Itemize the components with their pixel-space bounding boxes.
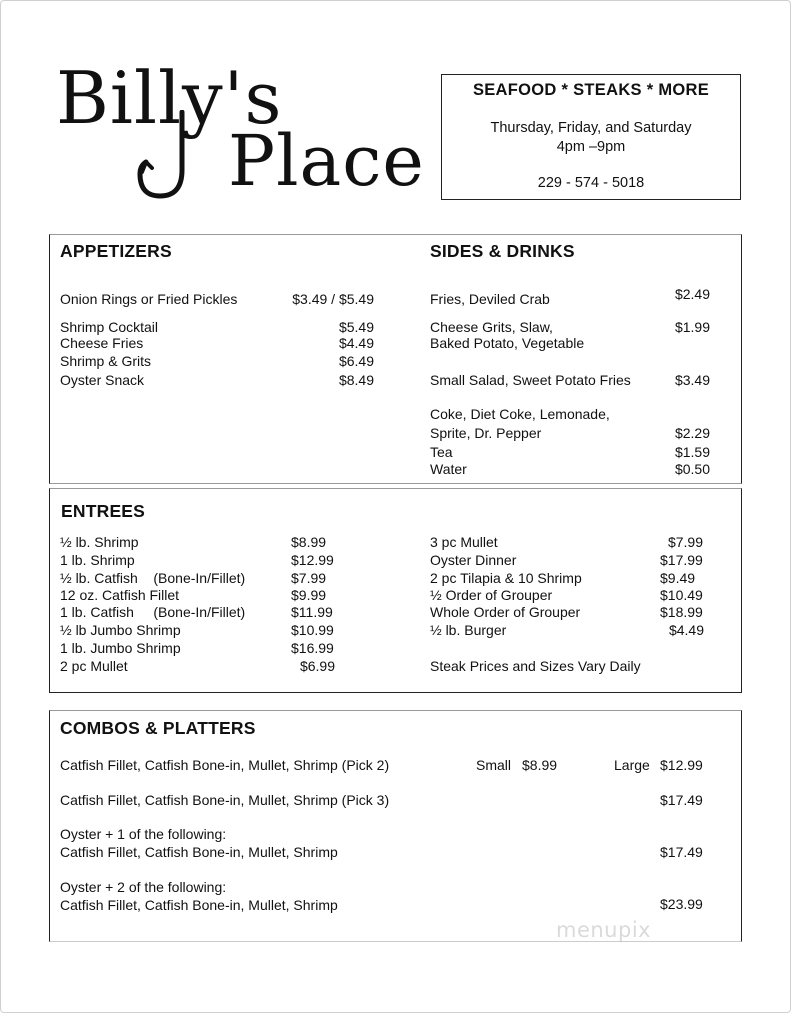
info-box [441,74,741,200]
combo-item: Catfish Fillet, Catfish Bone-in, Mullet, Shrimp (Pick 3) [60,792,390,808]
menu-price: $1.59 [674,444,710,460]
entrees-heading: ENTREES [61,501,146,521]
menu-price: $9.49 [660,570,696,586]
small-label: Small [476,757,512,773]
combo-item: Catfish Fillet, Catfish Bone-in, Mullet, Shrimp (Pick 2) [60,757,390,773]
menu-item: ½ lb Jumbo Shrimp [60,622,181,638]
logo-line-1: Billy's [56,56,283,140]
combo-item-line-2: Catfish Fillet, Catfish Bone-in, Mullet, Shrimp [60,897,338,913]
menu-item: 3 pc Mullet [430,534,498,550]
combos-section [49,710,742,942]
menu-item: Shrimp & Grits [60,353,152,369]
menu-item: 12 oz. Catfish Fillet [60,587,180,603]
appetizers-heading: APPETIZERS [60,241,172,261]
menu-price: $17.49 [660,844,703,860]
menu-item: ½ lb. Shrimp [60,534,139,550]
combos-heading: COMBOS & PLATTERS [60,718,256,738]
menu-price: $7.99 [667,534,703,550]
menu-item: Oyster Dinner [430,552,517,568]
phone-number: 229 - 574 - 5018 [537,175,645,191]
menu-item: 1 lb. Catfish (Bone-In/Fillet) [60,604,246,620]
menu-price: $18.99 [660,604,703,620]
menu-price: $3.49 [674,372,710,388]
menu-item: Small Salad, Sweet Potato Fries [430,372,631,388]
open-hours: 4pm –9pm [556,139,626,155]
menu-item: 2 pc Mullet [60,658,128,674]
menu-price: $6.49 [338,353,374,369]
fish-hook-icon [134,110,204,202]
restaurant-logo [52,52,425,202]
menu-item-line-2: Baked Potato, Vegetable [430,335,585,351]
menu-item: Water [430,461,467,477]
menu-price: $16.99 [291,640,334,656]
menu-item: Oyster Snack [60,372,145,388]
menu-item: ½ Order of Grouper [430,587,553,603]
menu-price: $4.49 [668,622,704,638]
combo-item: Oyster + 2 of the following: [60,879,227,895]
menu-item: ½ lb. Burger [430,622,507,638]
large-label: Large [614,757,650,773]
sides-heading: SIDES & DRINKS [430,241,575,261]
menu-price: $2.29 [674,425,710,441]
menu-price: $17.49 [660,792,703,808]
tagline: SEAFOOD * STEAKS * MORE [472,81,710,99]
menu-item: 2 pc Tilapia & 10 Shrimp [430,570,582,586]
menu-price: $6.99 [299,658,335,674]
steak-note: Steak Prices and Sizes Vary Daily [430,658,641,674]
menu-price: $17.99 [660,552,703,568]
menu-price: $7.99 [291,570,327,586]
menu-price: $23.99 [660,896,703,912]
menu-price: $2.49 [674,286,710,302]
menu-item: Tea [430,444,453,460]
menu-item: Onion Rings or Fried Pickles [60,291,238,307]
combo-item-line-2: Catfish Fillet, Catfish Bone-in, Mullet, Shrimp [60,844,338,860]
menu-price: $8.49 [338,372,374,388]
menu-price: $1.99 [674,319,710,335]
menu-item: Shrimp Cocktail [60,319,159,335]
menu-price: $11.99 [291,604,333,620]
menu-price: $3.49 / $5.49 [292,291,374,307]
menu-item: 1 lb. Jumbo Shrimp [60,640,181,656]
menu-price: $12.99 [291,552,334,568]
menu-item: Fries, Deviled Crab [430,291,550,307]
menu-item-line-2: Sprite, Dr. Pepper [430,425,542,441]
menu-price: $10.99 [291,622,334,638]
menu-item: Coke, Diet Coke, Lemonade, [430,406,610,422]
menu-price: $0.50 [674,461,710,477]
small-price: $8.99 [522,757,558,773]
menu-price: $12.99 [660,757,703,773]
watermark: menupix [556,918,652,942]
menu-item: Whole Order of Grouper [430,604,581,620]
entrees-section [49,488,742,693]
combo-item: Oyster + 1 of the following: [60,826,227,842]
menu-price: $10.49 [660,587,703,603]
menu-price: $9.99 [291,587,327,603]
open-days: Thursday, Friday, and Saturday [490,120,692,136]
logo-line-2: Place [228,120,425,202]
menu-price: $4.49 [338,335,374,351]
menu-item: Cheese Grits, Slaw, [430,319,553,335]
menu-item: ½ lb. Catfish (Bone-In/Fillet) [60,570,246,586]
menu-price: $5.49 [338,319,374,335]
menu-item: 1 lb. Shrimp [60,552,135,568]
menu-item: Cheese Fries [60,335,144,351]
appetizers-sides-section [49,234,742,484]
menu-price: $8.99 [291,534,327,550]
